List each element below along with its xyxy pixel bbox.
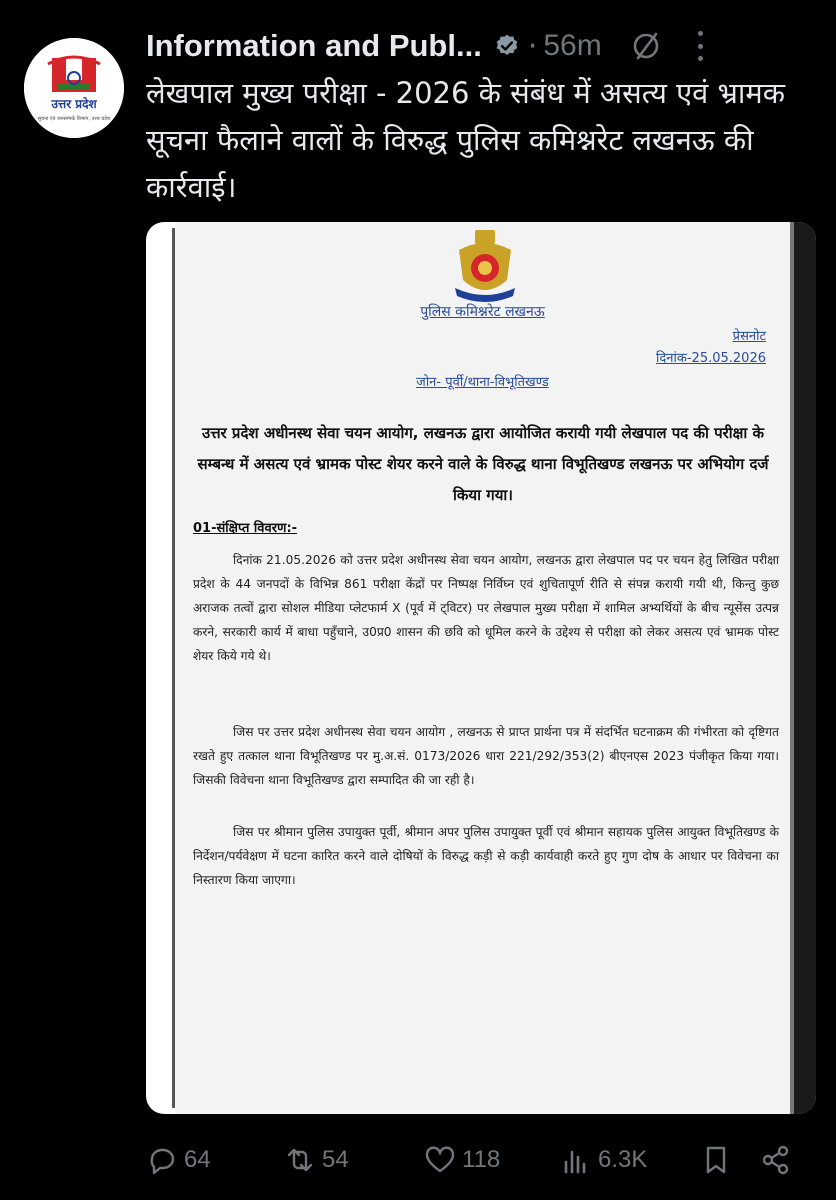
avatar[interactable]	[24, 38, 124, 138]
document-section: 01-संक्षिप्त विवरण:-	[193, 521, 298, 536]
document-zone: जोन- पूर्वी/थाना-विभूतिखण्ड	[416, 375, 549, 390]
bookmark-button[interactable]	[700, 1138, 732, 1182]
grok-icon[interactable]	[630, 30, 662, 62]
up-logo-icon	[24, 38, 124, 138]
action-bar	[146, 1138, 816, 1182]
press-note-label: प्रेसनोट	[732, 329, 766, 344]
verified-badge-icon[interactable]	[494, 33, 520, 59]
views-icon	[560, 1144, 592, 1176]
document-paragraph-1: दिनांक 21.05.2026 को उत्तर प्रदेश अधीनस्थ सेवा चयन आयोग, लखनऊ द्वारा लेखपाल पद पर चयन हेतु लिखित परीक्षा प्रदेश के 44 जनपदों के विभिन्न 861 परीक्षा केंद्रों पर निष्पक्ष निर्विघ्न एवं शुचितापूर्ण रीति से संपन्न करायी गयी थी, किन्तु कुछ अराजक तत्वों द्वारा सोशल मीडिया प्लेटफार्म X (पूर्व में ट्विटर) पर लेखपाल मुख्य परीक्षा में शामिल अभ्यर्थियों के बीच न्यूसेंस उत्पन्न करने, सरकारी कार्य में बाधा पहुँचाने, उ0प्र0 शासन की छवि को धूमिल करने के उद्देश्य से परीक्षा को लेकर असत्य एवं भ्रामक पोस्ट शेयर किये गये थे।	[193, 553, 779, 663]
views-count: 6.3K	[598, 1146, 648, 1173]
share-icon	[760, 1144, 792, 1176]
image-dark-margin	[794, 222, 816, 1114]
post-text: लेखपाल मुख्य परीक्षा - 2026 के संबंध में असत्य एवं भ्रामक सूचना फैलाने वालों के विरुद्ध पुलिस कमिश्नरेट लखनऊ की कार्रवाई।	[146, 76, 786, 204]
reply-count: 64	[184, 1146, 211, 1173]
like-count: 118	[462, 1146, 501, 1173]
repost-icon	[284, 1144, 316, 1176]
reply-icon	[146, 1144, 178, 1176]
previous-post-edge	[0, 0, 836, 10]
share-button[interactable]	[760, 1138, 792, 1182]
like-button[interactable]	[424, 1138, 500, 1182]
logo-text: उत्तर प्रदेश	[51, 97, 97, 111]
document-heading: पुलिस कमिश्नरेट लखनऊ	[420, 304, 545, 320]
heart-icon	[424, 1144, 456, 1176]
press-note-document	[175, 222, 790, 1114]
post-header	[146, 26, 816, 66]
document-title: उत्तर प्रदेश अधीनस्थ सेवा चयन आयोग, लखनऊ द्वारा आयोजित करायी गयी लेखपाल पद की परीक्षा के सम्बन्ध में असत्य एवं भ्रामक पोस्ट शेयर करने वाले के विरुद्ध थाना विभूतिखण्ड लखनऊ पर अभियोग दर्ज किया गया।	[197, 424, 769, 504]
police-emblem-icon	[445, 228, 525, 306]
document-date: दिनांक-25.05.2026	[656, 351, 766, 366]
author-name[interactable]: Information and Publ...	[146, 28, 482, 63]
time-separator: ·	[527, 28, 538, 64]
repost-button[interactable]	[284, 1138, 349, 1182]
repost-count: 54	[322, 1146, 349, 1173]
logo-subtext: सूचना एवं जनसम्पर्क विभाग, उत्तर प्रदेश	[37, 116, 111, 122]
document-paragraph-2: जिस पर उत्तर प्रदेश अधीनस्थ सेवा चयन आयोग , लखनऊ से प्राप्त प्रार्थना पत्र में संदर्भित घटनाक्रम की गंभीरता को दृष्टिगत रखते हुए तत्काल थाना विभूतिखण्ड पर मु.अ.सं. 0173/2026 धारा 221/292/353(2) बीएनएस 2023 पंजीकृत किया गया। जिसकी विवेचना थाना विभूतिखण्ड द्वारा सम्पादित की जा रही है।	[193, 725, 779, 787]
document-paragraph-3: जिस पर श्रीमान पुलिस उपायुक्त पूर्वी, श्रीमान अपर पुलिस उपायुक्त पूर्वी एवं श्रीमान सहायक पुलिस आयुक्त विभूतिखण्ड के निर्देशन/पर्यवेक्षण में घटना कारित करने वाले दोषियों के विरुद्ध कड़ी से कड़ी कार्यवाही करते हुए गुण दोष के आधार पर विवेचना का निस्तारण किया जाएगा।	[193, 825, 779, 887]
bookmark-icon	[700, 1144, 732, 1176]
views-button[interactable]	[560, 1138, 647, 1182]
more-options-icon[interactable]	[696, 31, 706, 61]
reply-button[interactable]	[146, 1138, 211, 1182]
post-time[interactable]: 56m	[543, 29, 602, 62]
post-image[interactable]	[146, 222, 816, 1114]
